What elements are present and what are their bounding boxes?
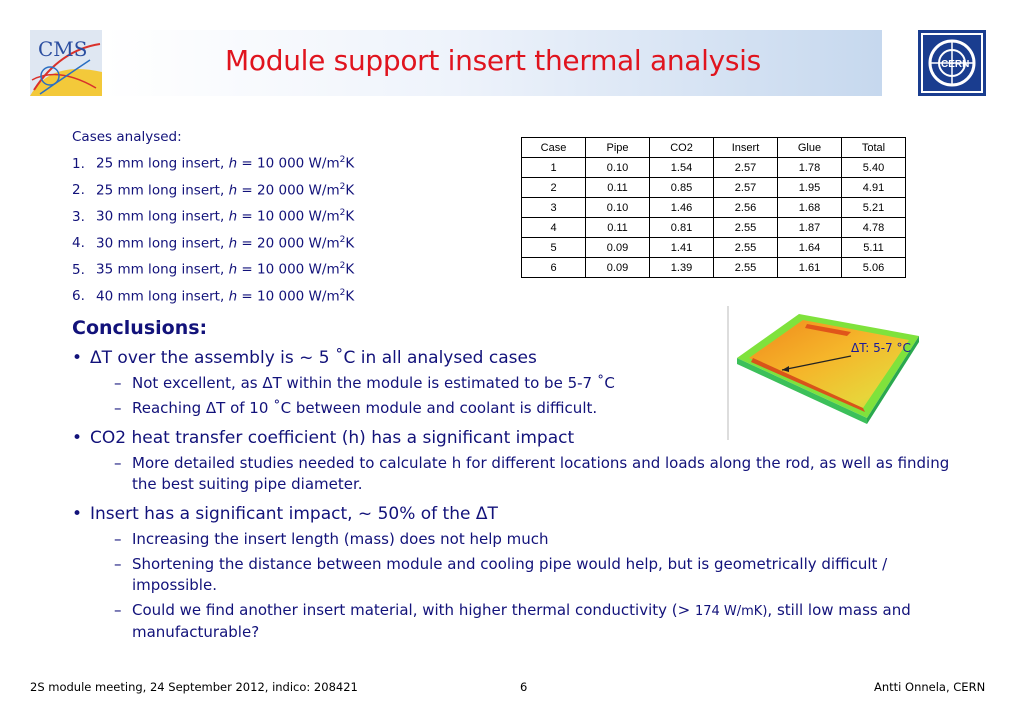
cases-list: [72, 126, 354, 308]
svg-text:CMS: CMS: [38, 37, 88, 61]
bullet: • CO2 heat transfer coefficient (h) has a significant impact: [72, 428, 575, 448]
table-cell: 0.09: [586, 258, 650, 278]
slide-title: Module support insert thermal analysis: [225, 44, 761, 77]
table-cell: 2.57: [714, 178, 778, 198]
title-bar: [104, 30, 882, 96]
table-row: [522, 258, 906, 278]
table-cell: 6: [522, 258, 586, 278]
column-header: Pipe: [586, 138, 650, 158]
sub-bullet: – Shortening the distance between module and cooling pipe would help, but is geometrically difficult / impossible.: [114, 555, 888, 594]
list-item: 4. 30 mm long insert, h = 20 000 $W/m^2K$: [72, 234, 355, 251]
column-header: CO2: [650, 138, 714, 158]
conclusions-heading: Conclusions:: [72, 317, 208, 339]
list-item: 6. 40 mm long insert, h = 10 000 $W/m^2K$: [72, 287, 355, 304]
table-cell: 3: [522, 198, 586, 218]
sub-bullet: – Increasing the insert length (mass) does not help much: [114, 530, 549, 548]
table-cell: 5.40: [842, 158, 906, 178]
bullet: • Insert has a significant impact, ~ 50% of the ΔT: [72, 504, 498, 524]
table-cell: 2.55: [714, 218, 778, 238]
table-row: [522, 158, 906, 178]
page-number: 6: [520, 680, 528, 694]
table-cell: 2.57: [714, 158, 778, 178]
table-cell: 1.39: [650, 258, 714, 278]
table-cell: 2.55: [714, 258, 778, 278]
bullet: • ΔT over the assembly is ~ 5 ˚C in all analysed cases: [72, 348, 537, 368]
table-cell: 4: [522, 218, 586, 238]
table-cell: 0.11: [586, 218, 650, 238]
table-cell: 0.09: [586, 238, 650, 258]
table-cell: 1.95: [778, 178, 842, 198]
table-cell: 5.21: [842, 198, 906, 218]
table-cell: 5.11: [842, 238, 906, 258]
table-header-row: [522, 138, 906, 158]
table-cell: 1.68: [778, 198, 842, 218]
table-cell: 1.54: [650, 158, 714, 178]
table-cell: 2.56: [714, 198, 778, 218]
sub-bullet: – More detailed studies needed to calculate h for different locations and loads along the rod, as well as finding the best suiting pipe diameter.: [114, 454, 950, 493]
svg-text:ΔT: 5-7 °C: ΔT: 5-7 °C: [851, 341, 911, 355]
list-item: 5. 35 mm long insert, h = 10 000 $W/m^2K$: [72, 261, 355, 278]
list-item: 1. 25 mm long insert, h = 10 000 $W/m^2K$: [72, 155, 355, 172]
results-table: [521, 137, 906, 278]
table-cell: 1.46: [650, 198, 714, 218]
table-cell: 2.55: [714, 238, 778, 258]
table-row: [522, 198, 906, 218]
table-row: [522, 218, 906, 238]
table-cell: 1.61: [778, 258, 842, 278]
sub-bullet: – Could we find another insert material, with higher thermal conductivity (> 174 W/mK), still low mass and manufacturable?: [114, 601, 911, 641]
table-cell: 0.10: [586, 158, 650, 178]
column-header: Total: [842, 138, 906, 158]
table-row: [522, 238, 906, 258]
column-header: Glue: [778, 138, 842, 158]
table-cell: 0.81: [650, 218, 714, 238]
list-item: 2. 25 mm long insert, h = 20 000 $W/m^2K$: [72, 181, 355, 198]
table-cell: 5: [522, 238, 586, 258]
svg-text:CERN: CERN: [941, 59, 970, 70]
list-item: 3. 30 mm long insert, h = 10 000 $W/m^2K$: [72, 208, 355, 225]
cms-logo: [30, 30, 102, 96]
sub-bullet: – Reaching ΔT of 10 ˚C between module and coolant is difficult.: [114, 399, 598, 417]
column-header: Insert: [714, 138, 778, 158]
table-cell: 1.87: [778, 218, 842, 238]
table-cell: 4.78: [842, 218, 906, 238]
table-cell: 0.11: [586, 178, 650, 198]
table-cell: 1.64: [778, 238, 842, 258]
cases-heading: Cases analysed:: [72, 129, 182, 145]
table-cell: 1.41: [650, 238, 714, 258]
cern-logo: [918, 30, 986, 96]
table-cell: 0.85: [650, 178, 714, 198]
table-cell: 2: [522, 178, 586, 198]
table-row: [522, 178, 906, 198]
table-cell: 1: [522, 158, 586, 178]
table-cell: 4.91: [842, 178, 906, 198]
column-header: Case: [522, 138, 586, 158]
footer-author: Antti Onnela, CERN: [874, 680, 986, 694]
conclusions-section: [72, 317, 972, 643]
table-cell: 5.06: [842, 258, 906, 278]
footer-meeting: 2S module meeting, 24 September 2012, indico: 208421: [30, 680, 358, 694]
table-cell: 1.78: [778, 158, 842, 178]
sub-bullet: – Not excellent, as ΔT within the module is estimated to be 5-7 ˚C: [114, 374, 615, 392]
table-cell: 0.10: [586, 198, 650, 218]
